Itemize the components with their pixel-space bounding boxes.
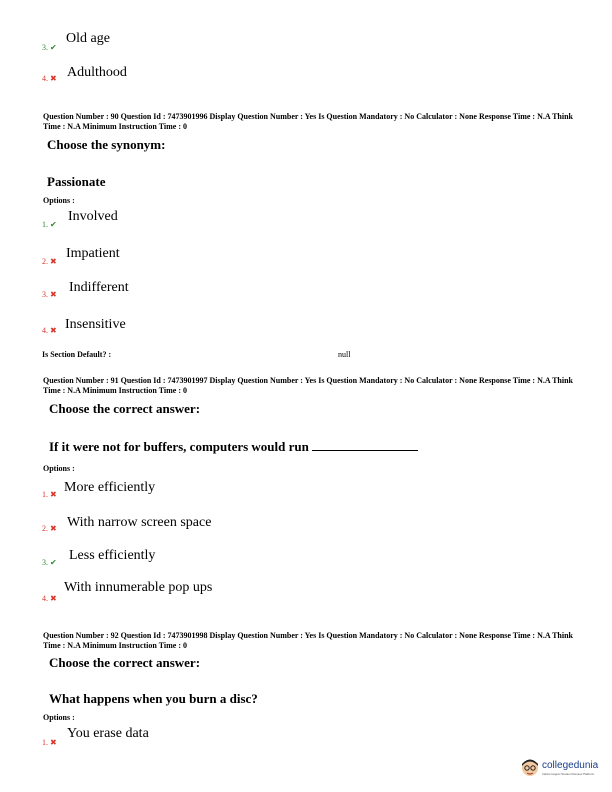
question-instruction: Choose the correct answer: <box>49 401 201 416</box>
option-number: 1. ✖ <box>42 738 57 747</box>
option-text: Impatient <box>66 246 120 261</box>
option-text: Indifferent <box>69 280 129 295</box>
cross-icon: ✖ <box>50 738 57 747</box>
question-meta: Question Number : 91 Question Id : 7473901997 Display Question Number : Yes Is Question Mandatory : No Calculator : None Response Time : N.A Think Time : N.A Minimum Instruction Time : 0 <box>43 376 573 395</box>
cross-icon: ✖ <box>50 594 57 603</box>
options-label: Options : <box>43 464 75 473</box>
option-text: With narrow screen space <box>67 515 212 530</box>
question-instruction: Choose the synonym: <box>47 137 166 152</box>
option-text: Less efficiently <box>69 548 156 563</box>
options-label: Options : <box>43 713 75 722</box>
cross-icon: ✖ <box>50 257 57 266</box>
check-icon: ✔ <box>50 558 57 567</box>
check-icon: ✔ <box>50 220 57 229</box>
logo-tagline: India's largest Student Review Platform <box>542 772 595 776</box>
answer-blank <box>312 438 418 451</box>
mascot-icon <box>520 757 540 779</box>
option-text: Old age <box>66 31 110 46</box>
option-number: 1. ✔ <box>42 220 57 229</box>
option-text: Involved <box>68 209 118 224</box>
option-number: 2. ✖ <box>42 524 57 533</box>
cross-icon: ✖ <box>50 290 57 299</box>
question-instruction: Choose the correct answer: <box>49 655 201 670</box>
option-text: More efficiently <box>64 480 156 495</box>
check-icon: ✔ <box>50 43 57 52</box>
question-meta: Question Number : 92 Question Id : 7473901998 Display Question Number : Yes Is Question Mandatory : No Calculator : None Response Time : N.A Think Time : N.A Minimum Instruction Time : 0 <box>43 631 573 650</box>
section-default-value: null <box>338 350 351 359</box>
option-number: 4. ✖ <box>42 326 57 335</box>
option-number: 1. ✖ <box>42 490 57 499</box>
cross-icon: ✖ <box>50 326 57 335</box>
options-label: Options : <box>43 196 75 205</box>
section-default-label: Is Section Default? : <box>42 350 112 359</box>
logo-name: collegedunia <box>542 760 599 771</box>
question-prompt: What happens when you burn a disc? <box>49 691 258 706</box>
option-number: 4. ✖ <box>42 74 57 83</box>
collegedunia-logo <box>520 757 612 783</box>
option-number: 3. ✖ <box>42 290 57 299</box>
option-text: With innumerable pop ups <box>64 580 213 595</box>
option-text: Adulthood <box>67 65 127 80</box>
option-number: 4. ✖ <box>42 594 57 603</box>
cross-icon: ✖ <box>50 74 57 83</box>
question-prompt: Passionate <box>47 174 106 189</box>
question-meta: Question Number : 90 Question Id : 7473901996 Display Question Number : Yes Is Question Mandatory : No Calculator : None Response Time : N.A Think Time : N.A Minimum Instruction Time : 0 <box>43 112 573 131</box>
option-number: 2. ✖ <box>42 257 57 266</box>
option-number: 3. ✔ <box>42 558 57 567</box>
option-number: 3. ✔ <box>42 43 57 52</box>
cross-icon: ✖ <box>50 524 57 533</box>
cross-icon: ✖ <box>50 490 57 499</box>
option-text: You erase data <box>67 726 149 741</box>
option-text: Insensitive <box>65 317 126 332</box>
question-prompt: If it were not for buffers, computers would run <box>49 438 418 455</box>
